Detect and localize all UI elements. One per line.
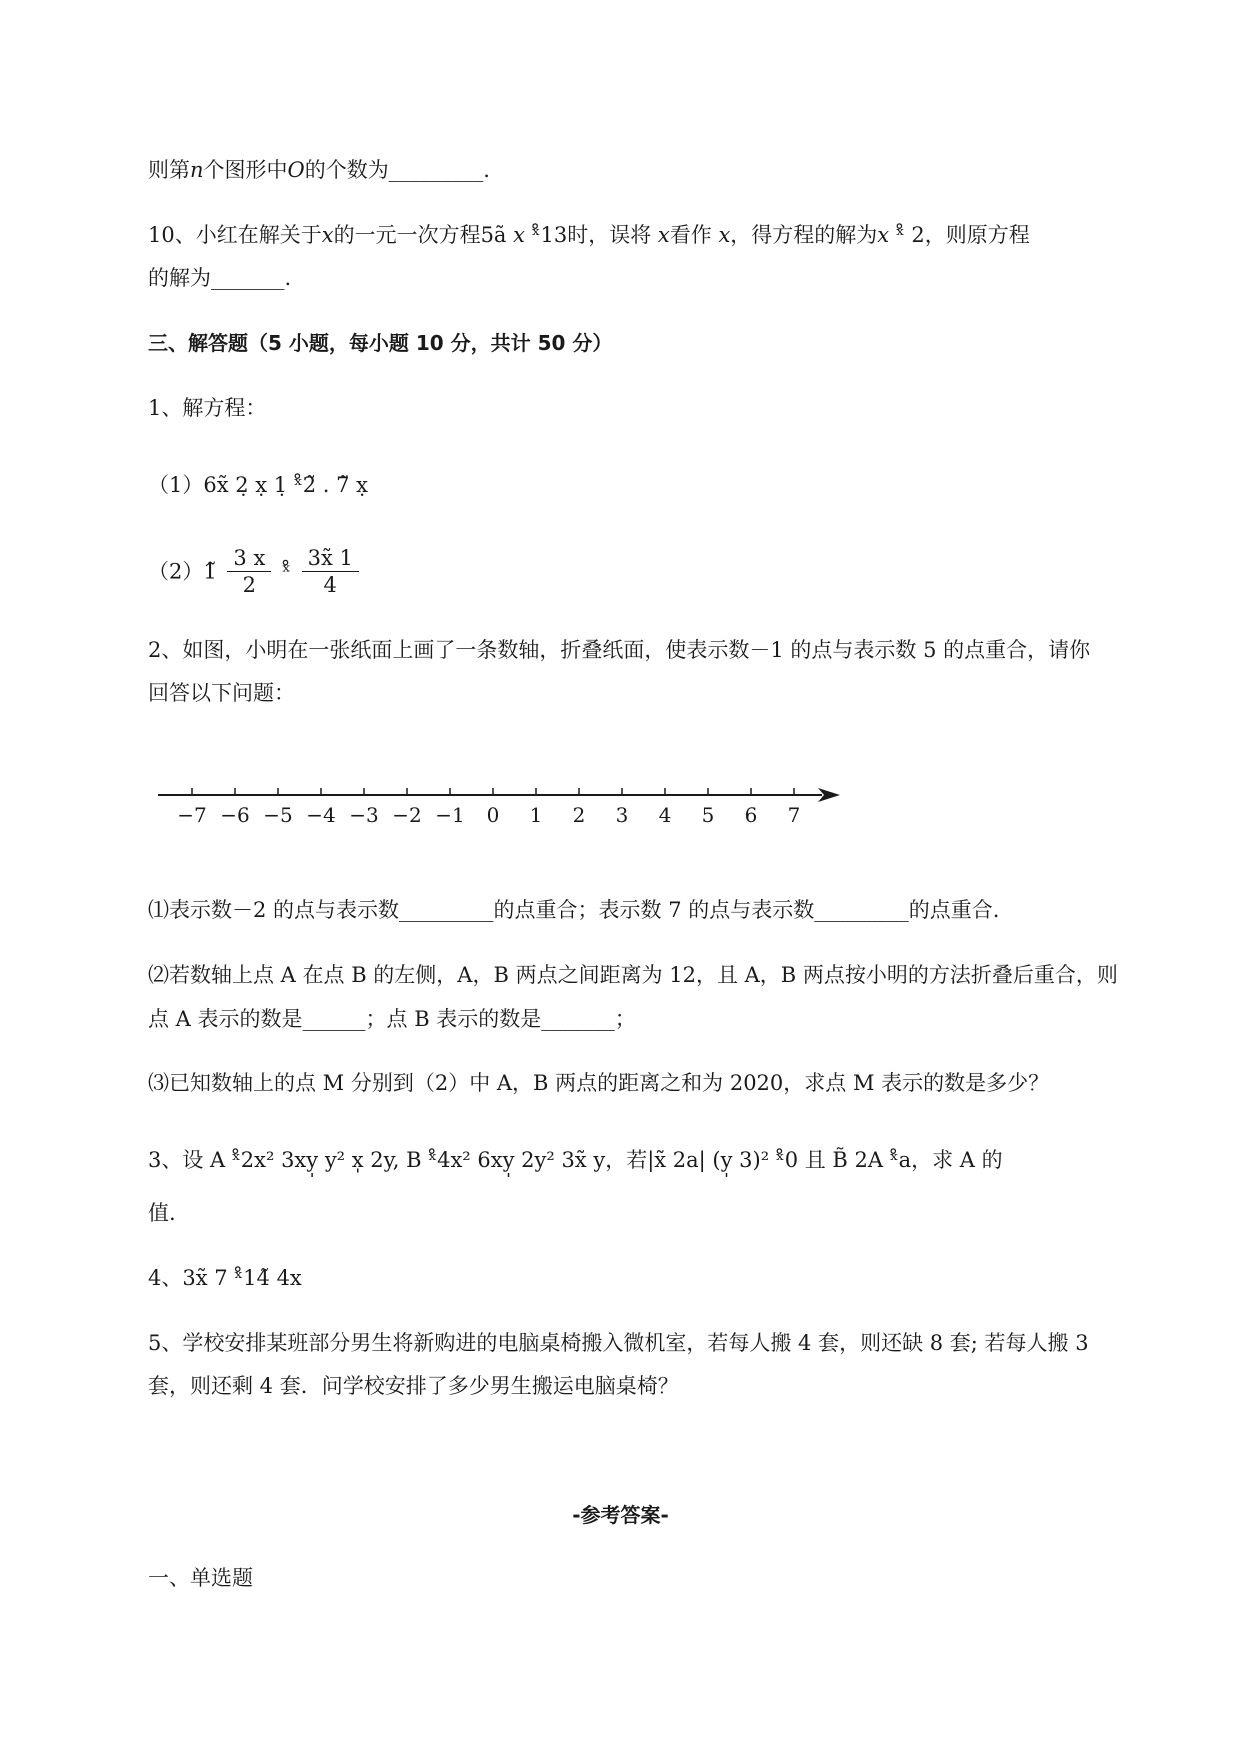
- question-2-part-2-line1: ⑵若数轴上点 A 在点 B 的左侧，A，B 两点之间距离为 12，且 A，B 两点按小明的方法折叠后重合，则: [148, 963, 1118, 987]
- question-10-line2: 的解为_______.: [148, 266, 292, 290]
- question-2-part-2-line2: 点 A 表示的数是______；点 B 表示的数是_______；: [148, 1007, 636, 1031]
- tick-label: −3: [349, 803, 379, 827]
- tick-label: 3: [615, 803, 629, 827]
- question-2-part-1: ⑴表示数－2 的点与表示数_________的点重合；表示数 7 的点与表示数_________的点重合.: [148, 898, 1000, 922]
- question-4: 4、3x̃ 7 ˣ̊14̃ 4x: [148, 1266, 302, 1290]
- question-1-part-1: （1）6x̃ 2̣ x̣ 1̣ ˣ̊2̃ . 7̃ x̣: [148, 473, 368, 497]
- question-1-title: 1、解方程：: [148, 396, 267, 420]
- tick-label: 2: [572, 803, 586, 827]
- question-10-line1: 10、小红在解关于𝑥的一元一次方程5ã 𝑥 ˣ̊13时，误将 𝑥看作 𝑥，得方程的解为𝑥 ˣ̊ 2，则原方程: [148, 223, 1030, 247]
- tick-label: 4: [658, 803, 672, 827]
- question-5-line2: 套，则还剩 4 套．问学校安排了多少男生搬运电脑桌椅？: [148, 1374, 679, 1398]
- question-3-line1: 3、设 A ˣ̊2x² 3xy̩ y² x̩ 2y, B ˣ̊4x² 6xy̩ 2y² 3x̃ y，若|x̃ 2a| (y̩ 3)² ˣ̊0 且 B̃ 2A ˣ̊a，求 A 的: [148, 1148, 1003, 1172]
- fraction-1-denominator: 2: [242, 573, 257, 597]
- tick-label: −6: [220, 803, 250, 827]
- question-1-part-2: [148, 545, 363, 598]
- section-3-heading: 三、解答题（5 小题，每小题 10 分，共计 50 分）: [148, 331, 613, 355]
- number-line-ticks: [177, 788, 800, 827]
- fraction-2-denominator: 4: [323, 573, 337, 597]
- number-line-figure: [150, 780, 850, 840]
- tick-label: 5: [701, 803, 715, 827]
- tick-label: 7: [787, 803, 801, 827]
- tick-label: 6: [744, 803, 758, 827]
- tick-label: −1: [435, 803, 465, 827]
- text-line-nth-figure: 则第𝑛个图形中𝑂的个数为_________.: [148, 158, 490, 182]
- question-2-line2: 回答以下问题：: [148, 681, 295, 705]
- fraction-1: [227, 545, 271, 598]
- tick-label: −2: [392, 803, 422, 827]
- question-5-line1: 5、学校安排某班部分男生将新购进的电脑桌椅搬入微机室，若每人搬 4 套，则还缺 8 套; 若每人搬 3: [148, 1331, 1089, 1355]
- fraction-1-numerator: 3 x: [227, 545, 271, 572]
- fraction-2: [302, 545, 359, 598]
- tick-label: −4: [306, 803, 336, 827]
- q1-2-prefix: （2）1̃: [148, 559, 217, 584]
- question-2-part-3: ⑶已知数轴上的点 M 分别到（2）中 A，B 两点的距离之和为 2020，求点 M 表示的数是多少？: [148, 1071, 1050, 1095]
- tick-label: 1: [529, 803, 543, 827]
- q1-2-equals: ˣ̊: [282, 559, 291, 584]
- fraction-2-numerator: 3x̃ 1: [302, 545, 359, 572]
- tick-label: −5: [263, 803, 293, 827]
- tick-label: −7: [177, 803, 207, 827]
- answer-section-1: 一、单选题: [148, 1566, 253, 1590]
- answer-title: -参考答案-: [572, 1503, 669, 1527]
- question-3-line2: 值.: [148, 1201, 176, 1225]
- question-2-line1: 2、如图，小明在一张纸面上画了一条数轴，折叠纸面，使表示数－1 的点与表示数 5 的点重合，请你: [148, 638, 1091, 662]
- tick-label: 0: [486, 803, 500, 827]
